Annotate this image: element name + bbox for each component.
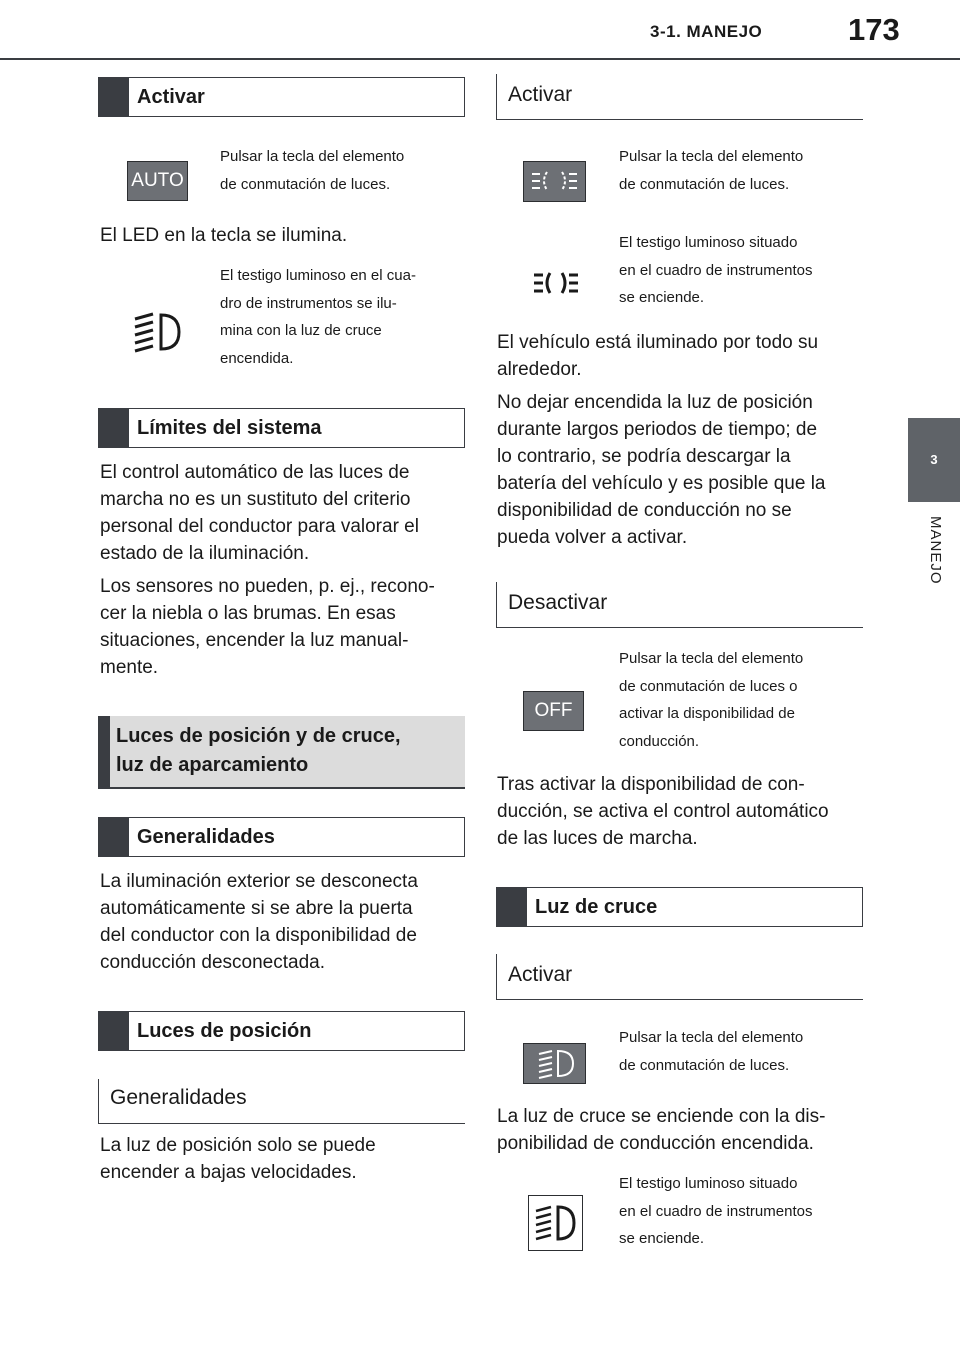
text-line: del conductor con la disponibilidad de <box>100 925 417 946</box>
subheading-desactivar <box>496 582 863 628</box>
heading-luces-posicion <box>98 1011 465 1051</box>
desc-line: El testigo luminoso situado <box>619 234 798 251</box>
main-heading-text <box>116 722 401 780</box>
text-line: cer la niebla o las brumas. En esas <box>100 603 396 624</box>
desc-line: en el cuadro de instrumentos <box>619 1202 813 1220</box>
desc-line: de conmutación de luces. <box>619 1056 790 1074</box>
low-beam-indicator-icon <box>127 311 183 353</box>
desc-line: de conmutación de luces. <box>220 175 391 193</box>
subheading-activar <box>496 74 863 120</box>
lowbeam-indicator-desc <box>220 262 416 372</box>
cruce-paragraph <box>497 1103 825 1157</box>
heading-luces-posicion-text: Luces de posición <box>137 1020 312 1042</box>
subheading-desactivar-text: Desactivar <box>508 591 608 614</box>
subheading-generalidades-text: Generalidades <box>110 1086 247 1109</box>
main-heading <box>98 716 465 789</box>
heading-generalidades <box>98 817 465 857</box>
chapter-tab-number: 3 <box>908 418 960 502</box>
header-rule <box>0 58 960 60</box>
no-dejar-paragraph <box>497 389 826 551</box>
desc-line: dro de instrumentos se ilu- <box>220 294 397 312</box>
desc-line: activar la disponibilidad de <box>619 705 795 722</box>
text-line: lo contrario, se podría descargar la <box>497 446 791 467</box>
desc-line: se enciende. <box>619 289 705 306</box>
subheading-activar-2-text: Activar <box>508 963 573 986</box>
text-line: encender a bajas velocidades. <box>100 1162 357 1183</box>
desc-line: conducción. <box>619 732 700 750</box>
limites-paragraph-2 <box>100 573 435 681</box>
text-line: Tras activar la disponibilidad de con- <box>497 774 805 795</box>
parking-light-indicator-icon <box>532 268 580 298</box>
heading-generalidades-text: Generalidades <box>137 826 275 848</box>
desc-line: se enciende. <box>619 1230 705 1247</box>
desc-line: Pulsar la tecla del elemento <box>619 148 804 165</box>
iluminado-paragraph <box>497 329 818 383</box>
auto-button-icon: AUTO <box>127 161 188 201</box>
chapter-tab-label: MANEJO <box>927 516 944 585</box>
heading-line: Luces de posición y de cruce, <box>116 725 401 747</box>
heading-luz-cruce-text: Luz de cruce <box>535 896 658 918</box>
text-line: mente. <box>100 657 159 678</box>
text-line: automáticamente si se abre la puerta <box>100 898 413 919</box>
desc-line: mina con la luz de cruce <box>220 322 382 339</box>
desc-line: Pulsar la tecla del elemento <box>619 650 804 667</box>
heading-activar-text: Activar <box>137 86 205 108</box>
text-line: personal del conductor para valorar el <box>100 516 419 537</box>
text-line: La luz de cruce se enciende con la dis- <box>497 1106 826 1127</box>
parking-light-button-icon <box>523 161 586 202</box>
led-text: El LED en la tecla se ilumina. <box>100 225 348 246</box>
subheading-generalidades <box>98 1079 465 1124</box>
subheading-activar-2 <box>496 954 863 1000</box>
running-header-section: 3-1. MANEJO <box>650 22 763 41</box>
heading-activar <box>98 77 465 117</box>
heading-limites <box>98 408 465 448</box>
desc-line: de conmutación de luces o <box>619 677 798 695</box>
text-line: estado de la iluminación. <box>100 543 310 564</box>
parking-button-desc <box>619 143 803 198</box>
text-line: ponibilidad de conducción encendida. <box>497 1133 814 1154</box>
text-line: No dejar encendida la luz de posición <box>497 392 813 413</box>
low-beam-indicator-icon-2 <box>528 1195 583 1251</box>
text-line: disponibilidad de conducción no se <box>497 500 792 521</box>
text-line: alrededor. <box>497 359 582 380</box>
text-line: El control automático de las luces de <box>100 462 410 483</box>
subheading-activar-text: Activar <box>508 83 573 106</box>
desc-line: Pulsar la tecla del elemento <box>619 1029 804 1046</box>
heading-line: luz de aparcamiento <box>116 754 309 776</box>
text-line: Los sensores no pueden, p. ej., recono- <box>100 576 435 597</box>
text-line: durante largos periodos de tiempo; de <box>497 419 818 440</box>
off-button-icon: OFF <box>523 691 584 731</box>
text-line: conducción desconectada. <box>100 952 325 973</box>
text-line: El vehículo está iluminado por todo su <box>497 332 819 353</box>
heading-luz-cruce <box>496 887 863 927</box>
posicion-paragraph <box>100 1132 376 1186</box>
desc-line: en el cuadro de instrumentos <box>619 261 813 279</box>
auto-desc <box>220 143 404 198</box>
low-beam-button-icon <box>523 1043 586 1084</box>
text-line: batería del vehículo y es posible que la <box>497 473 826 494</box>
limites-paragraph-1 <box>100 459 419 567</box>
desc-line: Pulsar la tecla del elemento <box>220 148 405 165</box>
desc-line: de conmutación de luces. <box>619 175 790 193</box>
parking-indicator-desc <box>619 229 812 312</box>
lowbeam-indicator-desc-2 <box>619 1170 812 1253</box>
desc-line: El testigo luminoso en el cua- <box>220 267 416 284</box>
text-line: situaciones, encender la luz manual- <box>100 630 409 651</box>
page-number: 173 <box>848 12 900 47</box>
text-line: ducción, se activa el control automático <box>497 801 829 822</box>
generalidades-paragraph <box>100 868 418 976</box>
tras-paragraph <box>497 771 829 852</box>
text-line: de las luces de marcha. <box>497 828 698 849</box>
desc-line: encendida. <box>220 349 294 367</box>
text-line: pueda volver a activar. <box>497 527 688 548</box>
text-line: La luz de posición solo se puede <box>100 1135 376 1156</box>
off-desc <box>619 645 803 755</box>
lowbeam-button-desc <box>619 1024 803 1079</box>
text-line: La iluminación exterior se desconecta <box>100 871 418 892</box>
text-line: marcha no es un sustituto del criterio <box>100 489 411 510</box>
desc-line: El testigo luminoso situado <box>619 1175 798 1192</box>
heading-limites-text: Límites del sistema <box>137 417 322 439</box>
